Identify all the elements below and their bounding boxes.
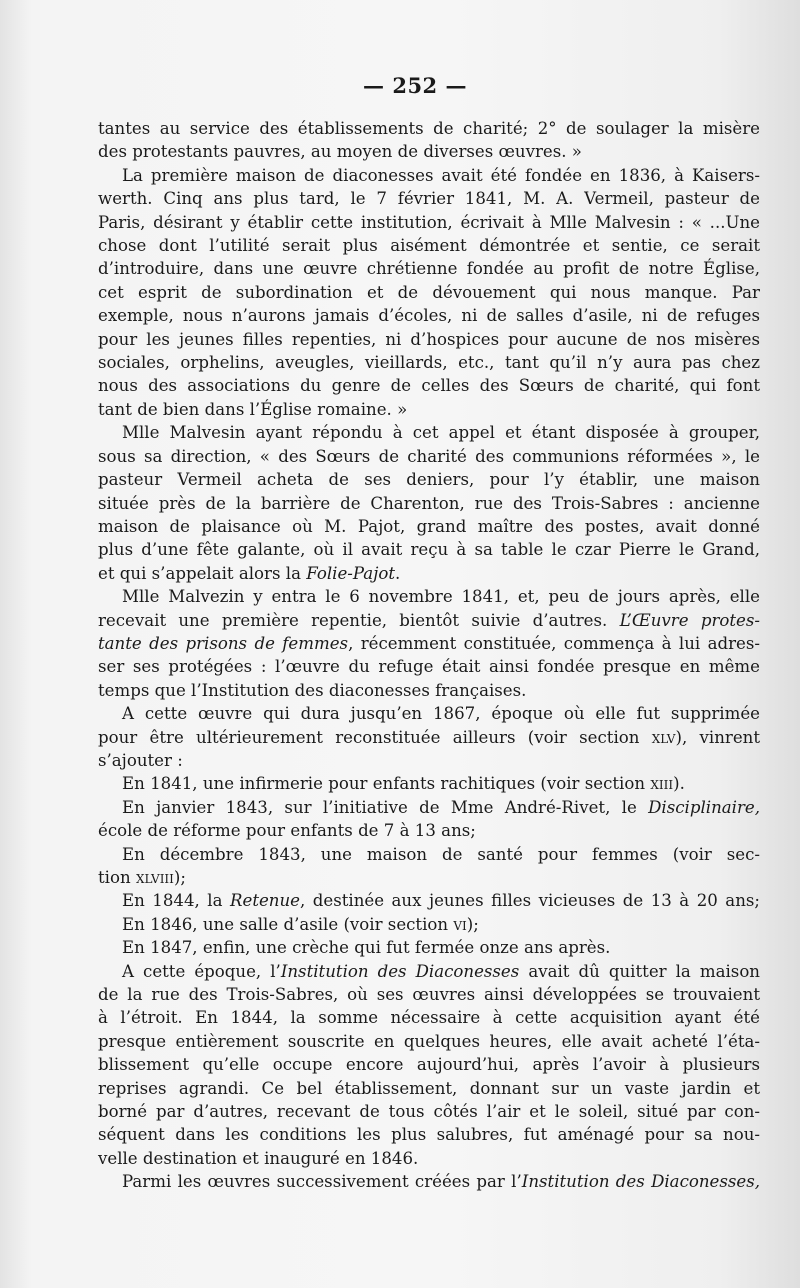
text-line: En janvier 1843, sur l’initiative de Mme André-Rivet, le Disciplinaire, (122, 797, 760, 817)
text-line: Mlle Malvezin y entra le 6 novembre 1841, et, peu de jours après, elle (122, 587, 760, 607)
text-line: A cette époque, l’Institution des Diaconesses avait dû quitter la maison (122, 961, 760, 981)
text-line: tant de bien dans l’Église romaine. » (98, 399, 408, 419)
text-line: La première maison de diaconesses avait été fondée en 1836, à Kaisers- (122, 165, 760, 185)
text-line: sociales, orphelins, aveugles, vieillards, etc., tant qu’il n’y aura pas chez (98, 353, 760, 373)
text-line: séquent dans les conditions les plus salubres, fut aménagé pour sa nou- (98, 1125, 760, 1145)
text-line: Mlle Malvesin ayant répondu à cet appel et étant disposée à grouper, (122, 423, 760, 443)
text-line: des protestants pauvres, au moyen de diverses œuvres. » (98, 142, 582, 162)
text-line: werth. Cinq ans plus tard, le 7 février 1841, M. A. Vermeil, pasteur de (98, 189, 760, 209)
text-line: d’introduire, dans une œuvre chrétienne fondée au profit de notre Église, (98, 259, 760, 279)
text-line: plus d’une fête galante, où il avait reçu à sa table le czar Pierre le Grand, (98, 540, 760, 560)
text-line: située près de la barrière de Charenton, rue des Trois-Sabres : ancienne (98, 493, 760, 513)
text-line: En 1844, la Retenue, destinée aux jeunes filles vicieuses de 13 à 20 ans; (122, 891, 760, 911)
text-line: En décembre 1843, une maison de santé pour femmes (voir sec- (122, 844, 760, 864)
text-line: Parmi les œuvres successivement créées par l’Institution des Diaconesses, (122, 1172, 761, 1192)
text-line: chose dont l’utilité serait plus aisément démontrée et sentie, ce serait (98, 236, 760, 256)
text-line: et qui s’appelait alors la Folie-Pajot. (98, 563, 401, 583)
text-line: sous sa direction, « des Sœurs de charité des communions réformées », le (98, 446, 760, 466)
text-line: exemple, nous n’aurons jamais d’écoles, ni de salles d’asile, ni de refuges (98, 306, 760, 326)
text-line: tante des prisons de femmes, récemment constituée, commença à lui adres- (98, 633, 760, 653)
text-line: Paris, désirant y établir cette institution, écrivait à Mlle Malvesin : « ...Une (98, 212, 760, 232)
text-line: ser ses protégées : l’œuvre du refuge était ainsi fondée presque en même (98, 657, 760, 677)
text-line: presque entièrement souscrite en quelques heures, elle avait acheté l’éta- (98, 1031, 760, 1051)
text-line: pour être ultérieurement reconstituée ailleurs (voir section xlv), vinrent (98, 727, 760, 747)
text-line: borné par d’autres, recevant de tous côtés l’air et le soleil, situé par con- (98, 1102, 760, 1122)
text-line: En 1846, une salle d’asile (voir section vi); (122, 914, 479, 934)
text-line: s’ajouter : (98, 750, 183, 770)
text-line: école de réforme pour enfants de 7 à 13 ans; (98, 821, 476, 841)
text-line: En 1847, enfin, une crèche qui fut fermée onze ans après. (122, 938, 611, 958)
text-line: pasteur Vermeil acheta de ses deniers, pour l’y établir, une maison (98, 470, 760, 490)
text-line: à l’étroit. En 1844, la somme nécessaire à cette acquisition ayant été (98, 1008, 760, 1028)
text-line: tantes au service des établissements de charité; 2° de soulager la misère (98, 119, 760, 138)
text-line: En 1841, une infirmerie pour enfants rachitiques (voir section xiii). (122, 774, 685, 794)
text-line: nous des associations du genre de celles des Sœurs de charité, qui font (98, 376, 760, 396)
text-line: reprises agrandi. Ce bel établissement, donnant sur un vaste jardin et (98, 1078, 760, 1098)
text-line: maison de plaisance où M. Pajot, grand maître des postes, avait donné (98, 516, 760, 536)
page-number: — 252 — (363, 73, 467, 98)
text-line: velle destination et inauguré en 1846. (98, 1148, 419, 1168)
text-line: A cette œuvre qui dura jusqu’en 1867, époque où elle fut supprimée (122, 704, 760, 724)
text-line: temps que l’Institution des diaconesses françaises. (98, 680, 527, 700)
text-line: de la rue des Trois-Sabres, où ses œuvres ainsi développées se trouvaient (98, 985, 760, 1005)
text-line: pour les jeunes filles repenties, ni d’hospices pour aucune de nos misères (98, 329, 760, 349)
text-line: tion xlviii); (98, 868, 186, 887)
text-line: recevait une première repentie, bientôt suivie d’autres. L’Œuvre protes- (98, 610, 760, 630)
text-line: blissement qu’elle occupe encore aujourd’hui, après l’avoir à plusieurs (98, 1055, 760, 1075)
text-line: cet esprit de subordination et de dévouement qui nous manque. Par (98, 282, 760, 302)
body-text (98, 117, 760, 1194)
